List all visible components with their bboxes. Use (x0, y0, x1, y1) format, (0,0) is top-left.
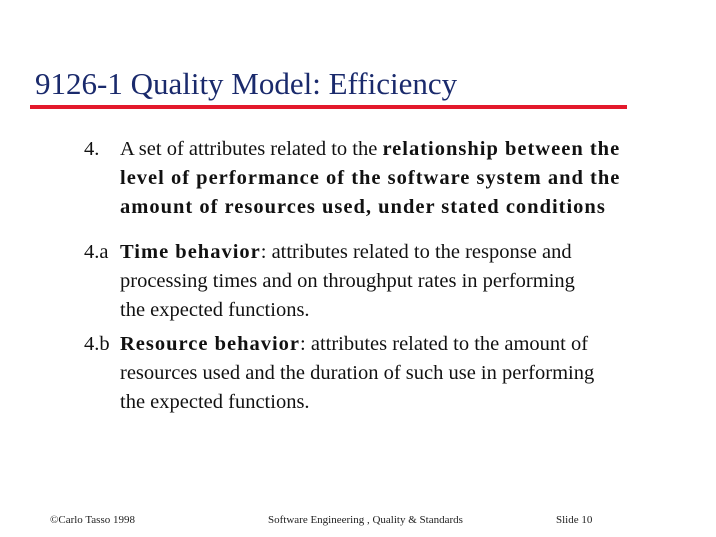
item-number: 4.a (84, 241, 109, 263)
footer-course: Software Engineering , Quality & Standards (268, 514, 463, 526)
item-term: Time behavior (120, 241, 261, 263)
item-text: : attributes related to the response and (260, 241, 572, 263)
slide-title: 9126-1 Quality Model: Efficiency (35, 66, 458, 101)
item-text: A set of attributes related to the (120, 138, 383, 160)
item-number: 4.b (84, 333, 110, 355)
item-bold-text: relationship between the (382, 138, 621, 160)
item-text: processing times and on throughput rates in performing (120, 270, 575, 292)
item-bold-text: amount of resources used, (120, 196, 373, 218)
footer-copyright: ©Carlo Tasso 1998 (50, 514, 135, 526)
item-bold-text: level of performance of the software system and the (120, 167, 621, 189)
item-number: 4. (84, 138, 100, 160)
item-text: : attributes related to the amount of (300, 333, 589, 355)
item-bold-text: under stated conditions (372, 196, 606, 218)
item-term: Resource behavior (120, 333, 301, 355)
item-text: resources used and the duration of such use in performing (120, 362, 595, 384)
item-text: the expected functions. (120, 299, 310, 321)
item-text: the expected functions. (120, 391, 310, 413)
footer-slide-number: Slide 10 (556, 514, 593, 526)
title-underline (30, 105, 627, 109)
